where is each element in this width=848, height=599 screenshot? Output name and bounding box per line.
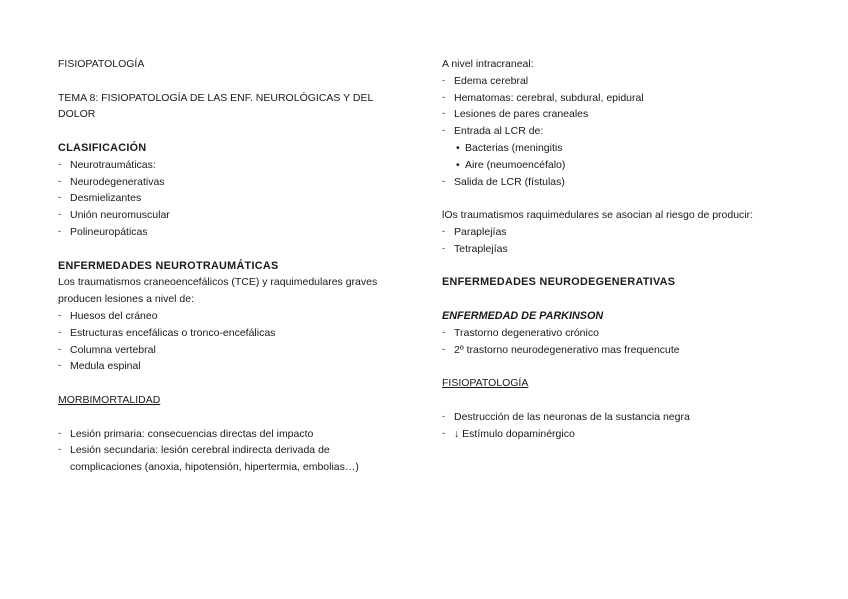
- list-item: - Huesos del cráneo: [58, 308, 403, 325]
- sub-list-item: • Bacterias (meningitis: [456, 140, 792, 157]
- morbimortalidad-heading: MORBIMORTALIDAD: [58, 393, 161, 406]
- list-item: - Estructuras encefálicas o tronco-encefálicas: [58, 325, 403, 342]
- intracraneal-list-continued: [442, 174, 792, 191]
- list-item: - Paraplejías: [442, 224, 792, 241]
- list-item: - Salida de LCR (fístulas): [442, 174, 792, 191]
- intracraneal-heading: A nivel intracraneal:: [442, 58, 534, 70]
- list-item: - Polineuropáticas: [58, 224, 403, 241]
- clasificacion-heading: CLASIFICACIÓN: [58, 141, 147, 154]
- list-item: - Medula espinal: [58, 358, 403, 375]
- sub-list-item: • Aire (neumoencéfalo): [456, 157, 792, 174]
- list-item: - Edema cerebral: [442, 73, 792, 90]
- intracraneal-list: [442, 73, 792, 140]
- neurodegenerativas-heading: ENFERMEDADES NEURODEGENERATIVAS: [442, 276, 676, 289]
- list-item: - Columna vertebral: [58, 342, 403, 359]
- list-item: - Neurodegenerativas: [58, 174, 403, 191]
- left-column: [58, 56, 403, 476]
- list-item: - 2º trastorno neurodegenerativo mas frequencute: [442, 342, 792, 359]
- fisiopatologia-list: [442, 409, 792, 443]
- parkinson-list: [442, 325, 792, 359]
- list-item: [58, 442, 403, 476]
- list-item: - ↓ Estímulo dopaminérgico: [442, 426, 792, 443]
- list-item: - Lesiones de pares craneales: [442, 106, 792, 123]
- list-item: - Entrada al LCR de:: [442, 123, 792, 140]
- list-item: - Desmielizantes: [58, 190, 403, 207]
- list-item: - Hematomas: cerebral, subdural, epidural: [442, 90, 792, 107]
- lcr-sublist: [442, 140, 792, 174]
- list-item: - Tetraplejías: [442, 241, 792, 258]
- neurotraumaticas-list: [58, 308, 403, 375]
- neurotraumaticas-intro-line1: Los traumatismos craneoencefálicos (TCE) y raquimedulares graves: [58, 276, 378, 289]
- raquimedulares-list: [442, 224, 792, 258]
- tema-title-line2: DOLOR: [58, 108, 96, 121]
- list-item-line1: - Lesión secundaria: lesión cerebral indirecta derivada de: [70, 444, 330, 457]
- list-item-line2: complicaciones (anoxia, hipotensión, hipertermia, embolias…): [70, 461, 359, 474]
- parkinson-heading: ENFERMEDAD DE PARKINSON: [442, 309, 604, 322]
- right-column: [442, 56, 792, 442]
- neurotraumaticas-heading: ENFERMEDADES NEUROTRAUMÁTICAS: [58, 259, 279, 272]
- list-item: - Lesión primaria: consecuencias directas del impacto: [58, 426, 403, 443]
- list-item: - Neurotraumáticas:: [58, 157, 403, 174]
- list-item: - Unión neuromuscular: [58, 207, 403, 224]
- list-item: - Destrucción de las neuronas de la sustancia negra: [442, 409, 792, 426]
- morbimortalidad-list: [58, 426, 403, 476]
- raquimedulares-intro: lOs traumatismos raquimedulares se asocian al riesgo de producir:: [442, 209, 754, 222]
- neurotraumaticas-intro-line2: producen lesiones a nivel de:: [58, 293, 195, 306]
- fisiopatologia-heading: FISIOPATOLOGÍA: [442, 377, 529, 390]
- list-item: - Trastorno degenerativo crónico: [442, 325, 792, 342]
- doc-title: FISIOPATOLOGÍA: [58, 58, 145, 70]
- clasificacion-list: [58, 157, 403, 241]
- tema-title-line1: TEMA 8: FISIOPATOLOGÍA DE LAS ENF. NEUROLÓGICAS Y DEL: [58, 91, 374, 104]
